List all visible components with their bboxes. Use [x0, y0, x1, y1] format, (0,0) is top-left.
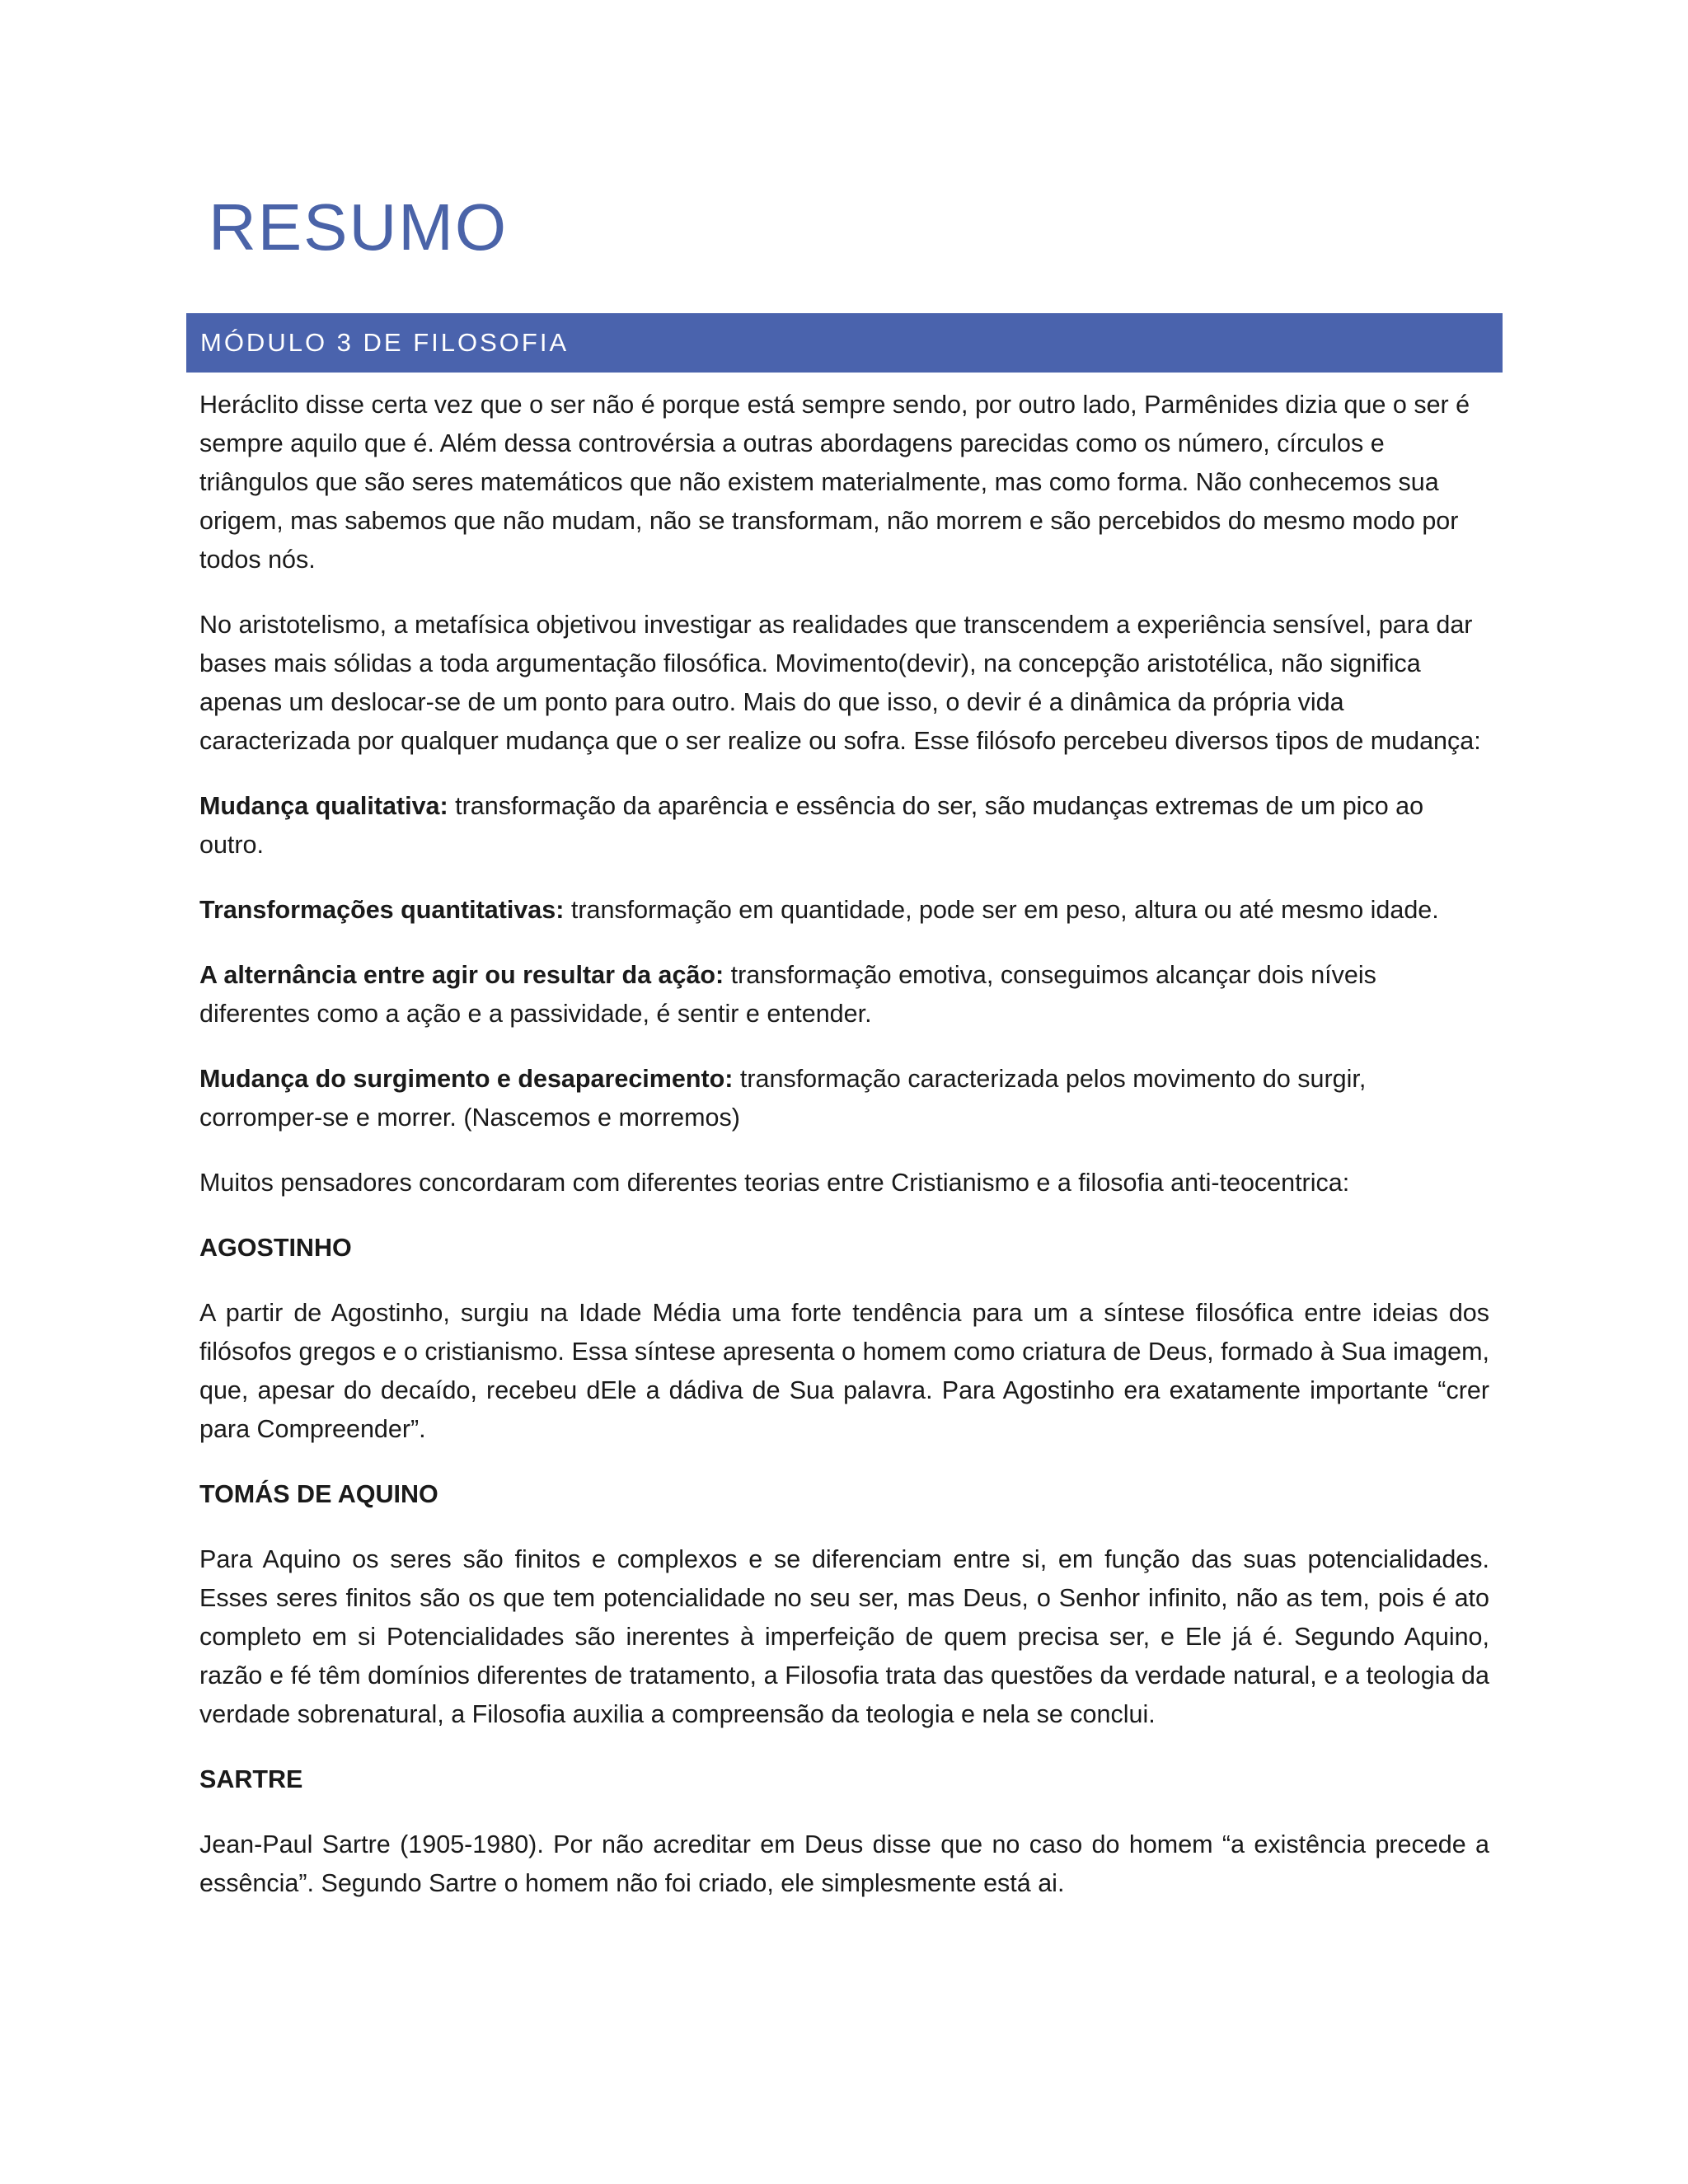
document-title: RESUMO [209, 190, 509, 264]
change-text: transformação emotiva, conseguimos alcançar dois níveis diferentes como a ação e a passividade, é sentir e entender. [199, 961, 1376, 1028]
paragraph-agostinho: A partir de Agostinho, surgiu na Idade Média uma forte tendência para um a síntese filosófica entre ideias dos filósofos gregos e o cristianismo. Essa síntese apresenta o homem como criatura de Deus, formado à Sua imagem, que, apesar do decaído, recebeu dEle a dádiva de Sua palavra. Para Agostinho era exatamente importante “crer para Compreender”. [199, 1299, 1489, 1443]
change-label: A alternância entre agir ou resultar da ação: [199, 961, 724, 989]
change-text: transformação em quantidade, pode ser em peso, altura ou até mesmo idade. [564, 896, 1439, 924]
heading-agostinho: AGOSTINHO [199, 1234, 352, 1262]
change-item-quantitativas [199, 891, 1489, 930]
document-subtitle: MÓDULO 3 DE FILOSOFIA [200, 328, 570, 357]
change-label: Transformações quantitativas: [199, 896, 565, 924]
change-item-surgimento [199, 1060, 1489, 1137]
change-label: Mudança qualitativa: [199, 792, 448, 820]
change-text: transformação da aparência e essência do ser, são mudanças extremas de um pico ao outro. [199, 792, 1424, 859]
paragraph-heraclito: Heráclito disse certa vez que o ser não é porque está sempre sendo, por outro lado, Parmênides dizia que o ser é sempre aquilo que é. Além dessa controvérsia a outras abordagens parecidas como os número, círculos e triângulos que são seres matemáticos que não existem materialmente, mas como forma. Não conhecemos sua origem, mas sabemos que não mudam, não se transformam, não morrem e são percebidos do mesmo modo por todos nós. [199, 391, 1470, 574]
change-text: transformação caracterizada pelos movimento do surgir, corromper-se e morrer. (Nascemos e morremos) [199, 1065, 1367, 1132]
paragraph-sartre: Jean-Paul Sartre (1905-1980). Por não acreditar em Deus disse que no caso do homem “a existência precede a essência”. Segundo Sartre o homem não foi criado, ele simplesmente está ai. [199, 1830, 1489, 1897]
change-item-alternancia [199, 956, 1489, 1033]
heading-sartre: SARTRE [199, 1765, 303, 1793]
change-item-qualitativa [199, 787, 1489, 865]
paragraph-pensadores: Muitos pensadores concordaram com diferentes teorias entre Cristianismo e a filosofia anti-teocentrica: [199, 1169, 1350, 1197]
subtitle-bar [186, 313, 1503, 373]
paragraph-aristotelismo: No aristotelismo, a metafísica objetivou investigar as realidades que transcendem a experiência sensível, para dar bases mais sólidas a toda argumentação filosófica. Movimento(devir), na concepção aristotélica, não significa apenas um deslocar-se de um ponto para outro. Mais do que isso, o devir é a dinâmica da própria vida caracterizada por qualquer mudança que o ser realize ou sofra. Esse filósofo percebeu diversos tipos de mudança: [199, 611, 1481, 755]
document-body [199, 386, 1489, 1929]
change-label: Mudança do surgimento e desaparecimento: [199, 1065, 734, 1093]
heading-aquino: TOMÁS DE AQUINO [199, 1480, 438, 1508]
paragraph-aquino: Para Aquino os seres são finitos e complexos e se diferenciam entre si, em função das suas potencialidades. Esses seres finitos são os que tem potencialidade no seu ser, mas Deus, o Senhor infinito, não as tem, pois é ato completo em si Potencialidades são inerentes à imperfeição de quem precisa ser, e Ele já é. Segundo Aquino, razão e fé têm domínios diferentes de tratamento, a Filosofia trata das questões da verdade natural, e a teologia da verdade sobrenatural, a Filosofia auxilia a compreensão da teologia e nela se conclui. [199, 1545, 1489, 1728]
